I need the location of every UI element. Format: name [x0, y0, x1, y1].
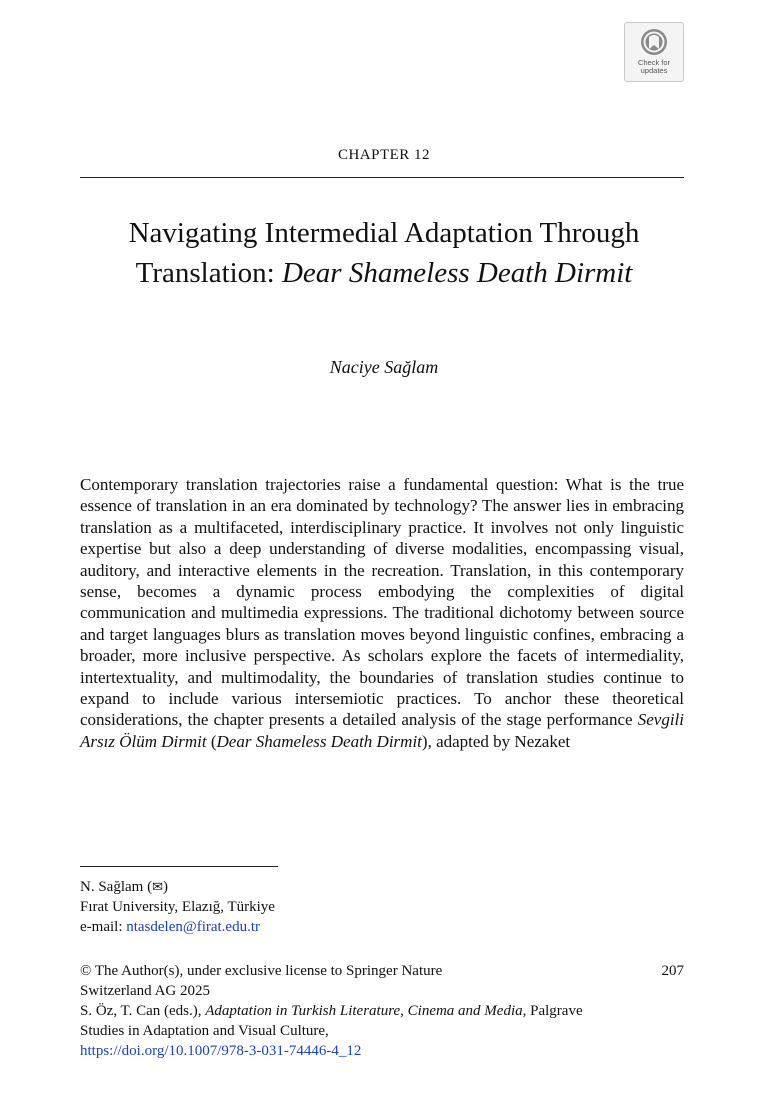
- body-text-part3: ), adapted by Nezaket: [421, 731, 571, 751]
- body-italic-english-title: Dear Shameless Death Dirmit: [216, 731, 422, 751]
- footnote-author-name: N. Sağlam: [80, 879, 144, 895]
- affiliation-email-line: [80, 917, 480, 937]
- citation-book-title: Adaptation in Turkish Literature, Cinema and Media: [205, 1003, 523, 1019]
- affiliation-institution: Fırat University, Elazığ, Türkiye: [80, 899, 275, 915]
- author-name: Naciye Sağlam: [329, 357, 439, 377]
- chapter-title-italic: Dear Shameless Death Dirmit: [281, 257, 633, 289]
- affiliation-name-line: N. Sağlam (✉): [80, 879, 168, 895]
- footnote-rule: [80, 866, 278, 867]
- chapter-title-main: Navigating Intermedial Adaptation Through Translation:: [128, 217, 640, 289]
- body-italic-turkish-title: Sevgili Arsız Ölüm Dirmit: [80, 710, 684, 751]
- envelope-icon: ✉: [152, 879, 163, 894]
- email-link[interactable]: ntasdelen@firat.edu.tr: [126, 919, 260, 935]
- chapter-title: [60, 213, 708, 293]
- email-label: e-mail:: [80, 919, 127, 935]
- publication-info: [80, 961, 620, 1061]
- check-for-updates-badge[interactable]: [624, 22, 684, 82]
- page-number: 207: [661, 963, 684, 979]
- doi-link[interactable]: https://doi.org/10.1007/978-3-031-74446-4_12: [80, 1043, 362, 1059]
- citation-line: [80, 1001, 620, 1041]
- copyright-line-1: © The Author(s), under exclusive license to Springer Nature: [80, 963, 443, 979]
- author-affiliation: [80, 877, 480, 937]
- check-for-updates-icon: [639, 27, 669, 57]
- body-text-part2: (: [206, 731, 217, 751]
- citation-series: , Palgrave Studies in Adaptation and Visual Culture,: [80, 1003, 583, 1039]
- chapter-label: CHAPTER 12: [337, 147, 431, 163]
- check-for-updates-label: Check for updates: [637, 58, 671, 75]
- copyright-line-2: Switzerland AG 2025: [80, 983, 210, 999]
- body-text-part1: Contemporary translation trajectories raise a fundamental question: What is the true essence of translation in an era dominated by technology? The answer lies in embracing translation as a multifaceted, interdisciplinary practice. It involves not only linguistic expertise but also a deep understanding of diverse modalities, encompassing visual, auditory, and interactive elements in the recreation. Translation, in this contemporary sense, becomes a dynamic process embodying the complexities of digital communication and multimedia expressions. The traditional dichotomy between source and target languages blurs as translation moves beyond linguistic confines, embracing a broader, more inclusive perspective. As scholars explore the facets of intermediality, intertextuality, and multimodality, the boundaries of translation studies continue to expand to include various intersemiotic practices. To anchor these theoretical considerations, the chapter presents a detailed analysis of the stage performance: [80, 475, 684, 730]
- citation-editors: S. Öz, T. Can (eds.),: [80, 1003, 206, 1019]
- header-rule: [80, 177, 684, 178]
- body-paragraph: [80, 474, 684, 752]
